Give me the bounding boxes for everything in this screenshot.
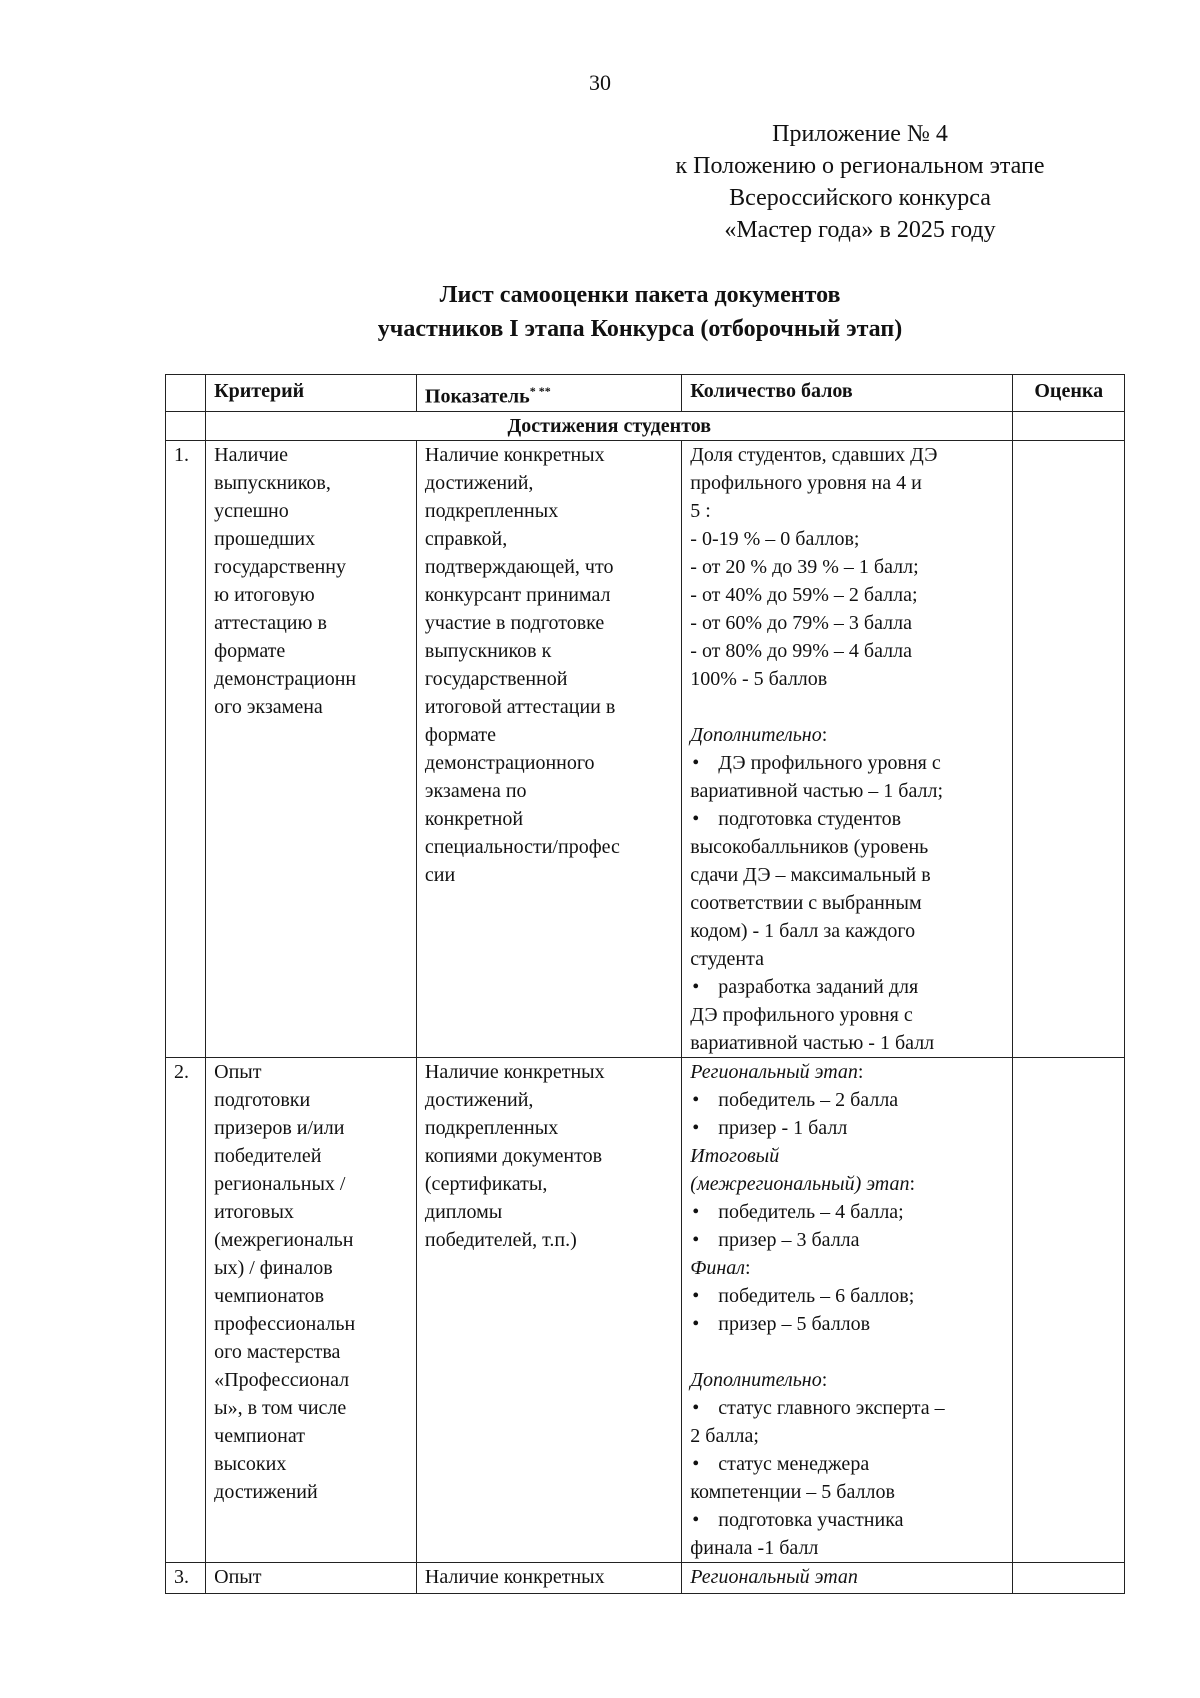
indicator-line: сии <box>424 863 456 886</box>
subheading-text: Финал <box>690 1256 746 1279</box>
criterion-line: государственну <box>214 555 346 578</box>
criterion-line: успешно <box>214 499 289 522</box>
indicator-line: подкрепленных <box>424 1116 559 1139</box>
row-number: 2. <box>166 1057 206 1562</box>
indicator-line: формате <box>424 723 497 746</box>
quantity-line: соответствии с выбранным <box>690 891 922 914</box>
quantity-line: кодом) - 1 балл за каждого <box>690 919 916 942</box>
section-num-cell <box>166 411 206 440</box>
quantity-subheading: Региональный этап: <box>690 1060 864 1083</box>
table-row <box>166 1057 1125 1562</box>
row-number: 3. <box>166 1562 206 1593</box>
quantity-line: вариативной частью - 1 балл <box>690 1031 935 1054</box>
criterion-cell <box>206 1562 417 1593</box>
indicator-line: достижений, <box>424 471 534 494</box>
criterion-line: достижений <box>214 1480 318 1503</box>
indicator-line: справкой, <box>424 527 508 550</box>
quantity-subheading: Дополнительно: <box>690 723 828 746</box>
quantity-bullet-item: • разработка заданий для <box>690 973 1004 1001</box>
criterion-cell <box>206 440 417 1057</box>
indicator-line: специальности/профес <box>424 835 620 858</box>
criterion-line: прошедших <box>214 527 316 550</box>
criterion-line: высоких <box>214 1452 287 1475</box>
indicator-line: конкурсант принимал <box>424 583 611 606</box>
header-num <box>166 375 206 412</box>
criterion-line: формате <box>214 639 286 662</box>
page-number: 30 <box>589 70 611 95</box>
indicator-line: Наличие конкретных <box>424 1565 605 1588</box>
quantity-bullet-item: • статус менеджера <box>690 1450 1004 1478</box>
subheading-text: Дополнительно <box>690 723 822 746</box>
quantity-line: 100% - 5 баллов <box>690 667 828 690</box>
title-line: Лист самооценки пакета документов <box>439 282 841 308</box>
quantity-line: вариативной частью – 1 балл; <box>690 779 944 802</box>
score-cell <box>1013 440 1125 1057</box>
appendix-line: Всероссийского конкурса <box>729 185 991 211</box>
subheading-text: Итоговый <box>690 1144 780 1167</box>
criterion-line: (межрегиональн <box>214 1228 354 1251</box>
indicator-line: выпускников к <box>424 639 552 662</box>
quantity-bullet-item: • призер – 3 балла <box>690 1226 1004 1254</box>
criterion-line: Наличие <box>214 443 288 466</box>
criterion-line: ю итоговую <box>214 583 315 606</box>
criterion-line: ого экзамена <box>214 695 323 718</box>
quantity-bullet-item: • подготовка студентов <box>690 805 1004 833</box>
indicator-line: достижений, <box>424 1088 534 1111</box>
indicator-cell <box>416 1562 681 1593</box>
quantity-line: - от 40% до 59% – 2 балла; <box>690 583 918 606</box>
indicator-cell <box>416 440 681 1057</box>
quantity-cell <box>682 1057 1013 1562</box>
quantity-spacer <box>690 1338 1004 1366</box>
indicator-line: Наличие конкретных <box>424 443 605 466</box>
criterion-line: ых) / финалов <box>214 1256 333 1279</box>
quantity-bullet-item: • победитель – 4 балла; <box>690 1198 1004 1226</box>
quantity-line: - от 20 % до 39 % – 1 балл; <box>690 555 919 578</box>
criterion-line: Опыт <box>214 1060 262 1083</box>
indicator-line: подтверждающей, что <box>424 555 614 578</box>
quantity-line: 5 : <box>690 499 711 522</box>
criterion-line: «Профессионал <box>214 1368 350 1391</box>
appendix-line: к Положению о региональном этапе <box>675 153 1045 179</box>
header-indicator-footnote: * ** <box>529 384 551 398</box>
quantity-bullet-item: • призер - 1 балл <box>690 1114 1004 1142</box>
table-row <box>166 1562 1125 1593</box>
criterion-line: Опыт <box>214 1565 262 1588</box>
indicator-line: копиями документов <box>424 1144 603 1167</box>
indicator-line: дипломы <box>424 1200 503 1223</box>
document-title <box>160 278 1120 346</box>
subheading-text: Региональный этап <box>690 1565 858 1588</box>
quantity-line: 2 балла; <box>690 1424 759 1447</box>
quantity-subheading <box>690 1142 1004 1170</box>
indicator-line: подкрепленных <box>424 499 559 522</box>
subheading-text: Дополнительно <box>690 1368 822 1391</box>
quantity-spacer <box>690 693 1004 721</box>
quantity-line: студента <box>690 947 764 970</box>
indicator-line: конкретной <box>424 807 524 830</box>
criterion-line: аттестацию в <box>214 611 327 634</box>
indicator-line: победителей, т.п.) <box>424 1228 577 1251</box>
criterion-line: чемпионатов <box>214 1284 325 1307</box>
quantity-bullet-item: • победитель – 2 балла <box>690 1086 1004 1114</box>
score-cell <box>1013 1057 1125 1562</box>
quantity-cell <box>682 1562 1013 1593</box>
criterion-line: чемпионат <box>214 1424 305 1447</box>
title-line: участников I этапа Конкурса (отборочный этап) <box>377 316 903 342</box>
header-quantity: Количество балов <box>682 375 1013 412</box>
quantity-bullet-item: • подготовка участника <box>690 1506 1004 1534</box>
criterion-line: ы», в том числе <box>214 1396 347 1419</box>
self-assessment-table <box>165 374 1125 1594</box>
quantity-line: высокобалльников (уровень <box>690 835 929 858</box>
quantity-line: финала -1 балл <box>690 1536 819 1559</box>
indicator-line: экзамена по <box>424 779 527 802</box>
header-criterion: Критерий <box>206 375 417 412</box>
criterion-line: победителей <box>214 1144 322 1167</box>
criterion-line: призеров и/или <box>214 1116 345 1139</box>
section-title: Достижения студентов <box>206 411 1013 440</box>
section-score-cell <box>1013 411 1125 440</box>
indicator-line: Наличие конкретных <box>424 1060 605 1083</box>
quantity-line: - 0-19 % – 0 баллов; <box>690 527 860 550</box>
criterion-cell <box>206 1057 417 1562</box>
criterion-line: региональных / <box>214 1172 346 1195</box>
quantity-subheading: Дополнительно: <box>690 1368 828 1391</box>
header-indicator-label: Показатель <box>424 385 530 408</box>
quantity-bullet-item: • победитель – 6 баллов; <box>690 1282 1004 1310</box>
appendix-line: Приложение № 4 <box>772 121 948 147</box>
quantity-line: - от 60% до 79% – 3 балла <box>690 611 912 634</box>
section-row <box>166 411 1125 440</box>
quantity-line: компетенции – 5 баллов <box>690 1480 895 1503</box>
table-row <box>166 440 1125 1057</box>
quantity-subheading <box>690 1563 1004 1591</box>
criterion-line: ого мастерства <box>214 1340 341 1363</box>
subheading-text: Региональный этап <box>690 1060 858 1083</box>
criterion-line: профессиональн <box>214 1312 356 1335</box>
score-cell <box>1013 1562 1125 1593</box>
appendix-line: «Мастер года» в 2025 году <box>724 217 996 243</box>
quantity-bullet-item: • статус главного эксперта – <box>690 1394 1004 1422</box>
row-number: 1. <box>166 440 206 1057</box>
quantity-subheading: Финал: <box>690 1256 751 1279</box>
indicator-cell <box>416 1057 681 1562</box>
quantity-line: - от 80% до 99% – 4 балла <box>690 639 912 662</box>
quantity-bullet-item: • ДЭ профильного уровня с <box>690 749 1004 777</box>
subheading-text: (межрегиональный) этап <box>690 1172 910 1195</box>
indicator-line: демонстрационного <box>424 751 595 774</box>
quantity-line: ДЭ профильного уровня с <box>690 1003 913 1026</box>
quantity-line: Доля студентов, сдавших ДЭ <box>690 443 938 466</box>
indicator-line: государственной <box>424 667 568 690</box>
criterion-line: подготовки <box>214 1088 311 1111</box>
appendix-heading <box>600 118 1120 246</box>
quantity-line: профильного уровня на 4 и <box>690 471 922 494</box>
quantity-cell <box>682 440 1013 1057</box>
quantity-bullet-item: • призер – 5 баллов <box>690 1310 1004 1338</box>
criterion-line: выпускников, <box>214 471 331 494</box>
quantity-subheading: (межрегиональный) этап: <box>690 1172 916 1195</box>
criterion-line: демонстрационн <box>214 667 357 690</box>
indicator-line: итоговой аттестации в <box>424 695 616 718</box>
indicator-line: (сертификаты, <box>424 1172 548 1195</box>
table-header-row <box>166 375 1125 412</box>
criterion-line: итоговых <box>214 1200 294 1223</box>
quantity-line: сдачи ДЭ – максимальный в <box>690 863 931 886</box>
header-score: Оценка <box>1013 375 1125 412</box>
indicator-line: участие в подготовке <box>424 611 605 634</box>
header-indicator <box>416 375 681 412</box>
